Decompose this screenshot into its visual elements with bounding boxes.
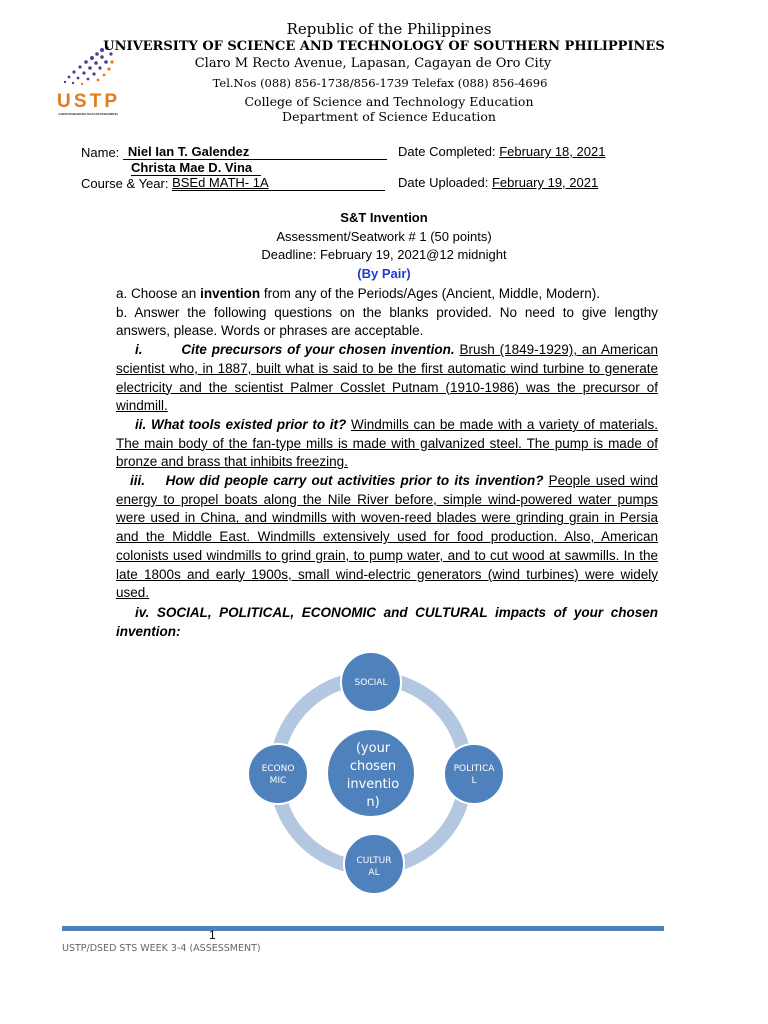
instructions xyxy=(116,285,658,641)
course-label: Course & Year: xyxy=(81,176,169,191)
date-uploaded-row xyxy=(398,175,598,190)
question-4: iv. SOCIAL, POLITICAL, ECONOMIC and CULTURAL impacts of your chosen invention: xyxy=(116,604,658,639)
date-completed-value: February 18, 2021 xyxy=(499,144,606,159)
question-2-text: What tools existed prior to it? xyxy=(150,416,347,432)
header-republic: Republic of the Philippines xyxy=(286,20,492,38)
economic-label-2: MIC xyxy=(269,776,287,786)
impacts-diagram xyxy=(226,648,548,898)
center-node-line-1: (your xyxy=(355,741,391,756)
by-pair-label: (By Pair) xyxy=(357,266,411,281)
cultural-label-1: CULTUR xyxy=(356,856,392,866)
course-value: BSEd MATH- 1A xyxy=(172,175,269,190)
footer-text: USTP/DSED STS WEEK 3-4 (ASSESSMENT) xyxy=(62,943,261,954)
date-uploaded-value: February 19, 2021 xyxy=(491,175,599,190)
logo-subtext: UNIVERSITY OF SCIENCE AND TECHNOLOGY OF SOUTHERN PHILIPPINES xyxy=(58,112,119,116)
center-node-line-2: chosen xyxy=(349,759,397,774)
header-address: Claro M Recto Avenue, Lapasan, Cagayan de Oro City xyxy=(194,56,552,71)
answer-2: Windmills can be made with a variety of materials. The main body of the fan-type mills is made with galvanized steel. The pump is made of bronze and brass that inhibits freezing. xyxy=(116,416,658,470)
political-label-2: L xyxy=(471,776,477,786)
center-node-line-3: inventio xyxy=(346,777,400,792)
deadline-line: Deadline: February 19, 2021@12 midnight xyxy=(261,247,507,262)
instruction-a: a. Choose an invention from any of the Periods/Ages (Ancient, Middle, Modern). xyxy=(116,286,600,301)
date-uploaded-label: Date Uploaded: xyxy=(398,175,489,190)
question-3: iii. How did people carry out activities prior to its invention? People used wind energy to propel boats along the Nile River before, simple wind-powered water pumps were used in China, and windmills with woven-reed blades were grinding grain in Persia and the Middle East. Windmills extensively used for food production. Also, American colonists used windmills to grind grain, to pump water, and to cut wood at sawmills. In the late 1800s and early 1900s, small wind-electric generators (wind turbines) were widely used. xyxy=(116,473,658,601)
document-title: S&T Invention xyxy=(340,210,428,225)
social-label: SOCIAL xyxy=(354,678,388,688)
center-node-line-4: n) xyxy=(366,795,380,810)
footer-rule xyxy=(62,926,664,931)
header-college: College of Science and Technology Education xyxy=(244,94,534,109)
header-telephone: Tel.Nos (088) 856-1738/856-1739 Telefax (088) 856-4696 xyxy=(212,76,548,90)
question-3-text: How did people carry out activities prior to its invention? xyxy=(165,473,544,489)
economic-label-1: ECONO xyxy=(261,764,295,774)
answer-3: People used wind energy to propel boats along the Nile River before, simple wind-powered water pumps were used in China, and windmills with woven-reed blades were grinding grain in Persia and the Middle East. Windmills extensively used for food production. Also, American colonists used windmills to grind grain, to pump water, and to cut wood at sawmills. In the late 1800s and early 1900s, small wind-electric generators (wind turbines) were widely used. xyxy=(116,473,658,601)
name-label: Name: xyxy=(81,145,120,160)
name-1: Niel Ian T. Galendez xyxy=(127,144,250,159)
page-number: 1 xyxy=(209,928,216,942)
name-row-2 xyxy=(131,160,261,176)
date-completed-row xyxy=(398,144,605,159)
header-university: UNIVERSITY OF SCIENCE AND TECHNOLOGY OF SOUTHERN PHILIPPINES xyxy=(103,39,665,54)
question-2: ii. What tools existed prior to it? Windmills can be made with a variety of materials. The main body of the fan-type mills is made with galvanized steel. The pump is made of bronze and brass that inhibits freezing. xyxy=(116,416,658,470)
assessment-line: Assessment/Seatwork # 1 (50 points) xyxy=(276,229,492,244)
date-completed-label: Date Completed: xyxy=(398,144,496,159)
political-label-1: POLITICA xyxy=(453,764,495,774)
question-1: i. Cite precursors of your chosen invention. Brush (1849-1929), an American scientist who, in 1887, built what is said to be the first automatic wind turbine to generate electricity and the scientist Palmer Cosslet Putnam (1910-1986) was the precursor of windmill. xyxy=(116,342,658,414)
instruction-b: b. Answer the following questions on the blanks provided. No need to give lengthy answers, please. Words or phrases are acceptable. xyxy=(116,304,658,339)
question-4-text: SOCIAL, POLITICAL, ECONOMIC and CULTURAL impacts of your chosen invention: xyxy=(116,604,658,639)
economic-node xyxy=(248,744,308,804)
cultural-label-2: AL xyxy=(368,868,380,878)
course-row xyxy=(81,175,385,191)
header-department: Department of Science Education xyxy=(282,109,496,124)
question-1-text: Cite precursors of your chosen invention. xyxy=(181,342,455,358)
political-node xyxy=(444,744,504,804)
name-row xyxy=(81,144,387,160)
name-2: Christa Mae D. Vina xyxy=(131,160,253,175)
logo-text: USTP xyxy=(57,91,117,112)
answer-1: Brush (1849-1929), an American scientist who, in 1887, built what is said to be the first automatic wind turbine to generate electricity and the scientist Palmer Cosslet Putnam (1910-1986) was the precursor of windmill. xyxy=(116,342,658,414)
